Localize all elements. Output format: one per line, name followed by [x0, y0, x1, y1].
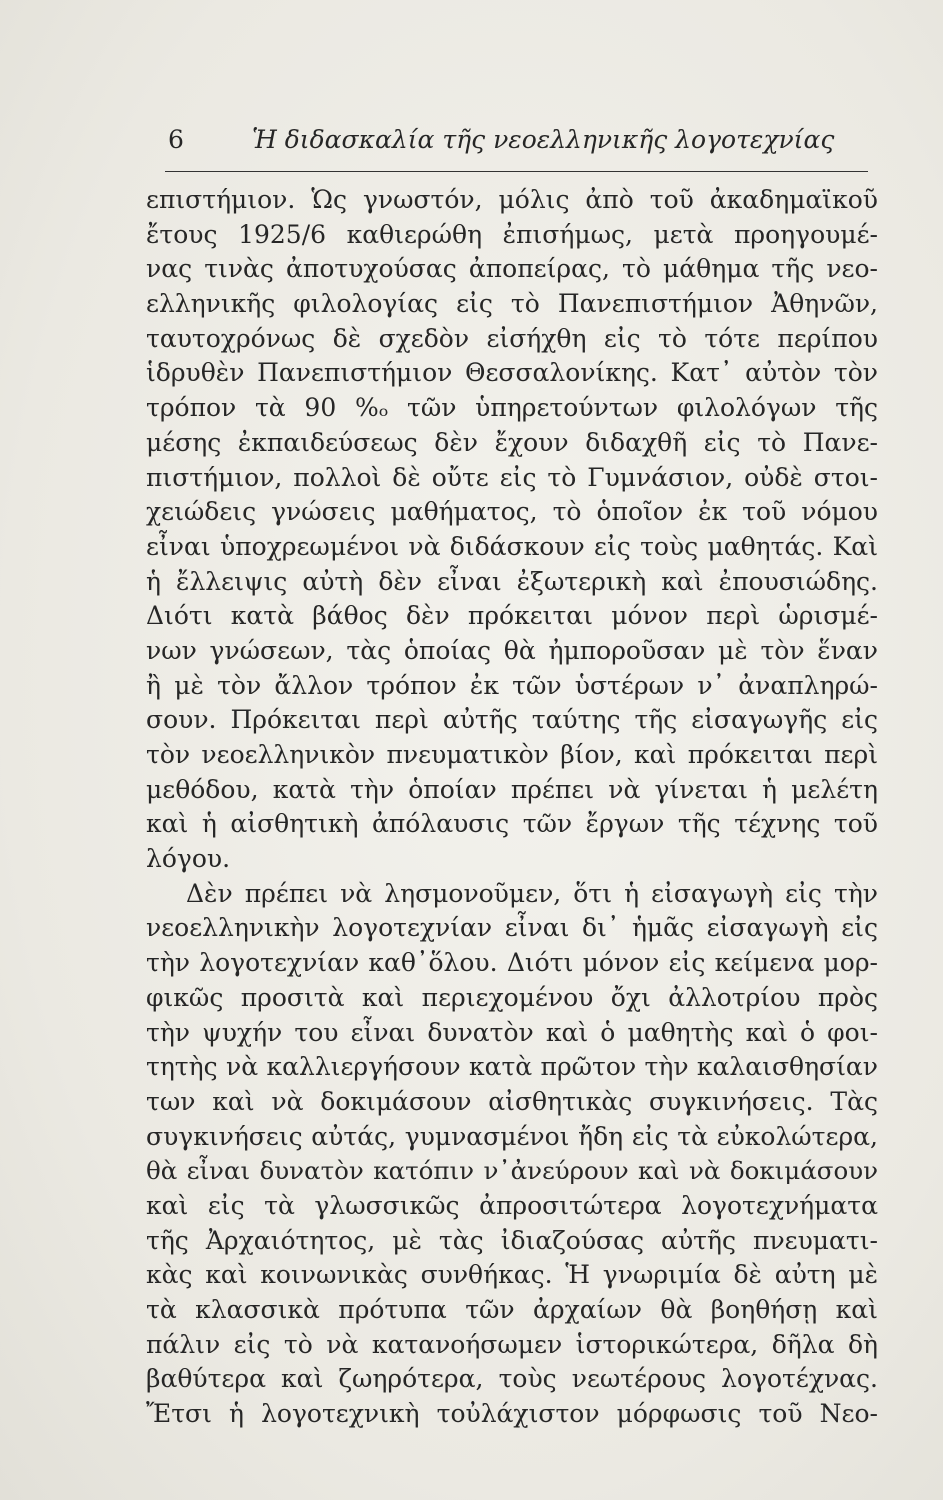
page-number: 6	[168, 125, 184, 154]
text-line: νας τινὰς ἀποτυχούσας ἀποπείρας, τὸ μάθημα τῆς νεο-	[146, 254, 878, 284]
text-line: λόγου.	[146, 844, 231, 874]
text-line: συγκινήσεις αὐτάς, γυμνασμένοι ἤδη εἰς τὰ εὐκολώτερα,	[146, 1121, 878, 1151]
text-line: πάλιν εἰς τὸ νὰ κατανοήσωμεν ἱστορικώτερα, δῆλα δὴ	[146, 1329, 878, 1359]
text-line: θὰ εἶναι δυνατὸν κατόπιν ν᾽ἀνεύρουν καὶ νὰ δοκιμάσουν	[146, 1156, 878, 1186]
text-line: Ἔτσι ἡ λογοτεχνικὴ τοὐλάχιστον μόρφωσις τοῦ Νεο-	[146, 1399, 878, 1429]
text-line: εἶναι ὑποχρεωμένοι νὰ διδάσκουν εἰς τοὺς μαθητάς. Καὶ	[146, 531, 878, 561]
text-line: μεθόδου, κατὰ τὴν ὁποίαν πρέπει νὰ γίνεται ἡ μελέτη	[146, 774, 878, 804]
body-text	[146, 183, 878, 1432]
text-line: Διότι κατὰ βάθος δὲν πρόκειται μόνον περὶ ὡρισμέ-	[146, 601, 878, 631]
page-header	[168, 120, 868, 160]
text-line: ἱδρυθὲν Πανεπιστήμιον Θεσσαλονίκης. Κατ᾽ αὐτὸν τὸν	[146, 358, 878, 388]
text-line: τρόπον τὰ 90 %ₒ τῶν ὑπηρετούντων φιλολόγων τῆς	[146, 393, 878, 423]
text-line: τὴν ψυχήν του εἶναι δυνατὸν καὶ ὁ μαθητὴς καὶ ὁ φοι-	[146, 1017, 878, 1047]
text-line: ἢ μὲ τὸν ἄλλον τρόπον ἐκ τῶν ὑστέρων ν᾽ ἀναπληρώ-	[146, 670, 878, 700]
text-line: τὸν νεοελληνικὸν πνευματικὸν βίον, καὶ πρόκειται περὶ	[146, 740, 878, 769]
text-line: πιστήμιον, πολλοὶ δὲ οὔτε εἰς τὸ Γυμνάσιον, οὐδὲ στοι-	[146, 462, 878, 492]
text-line: καὶ ἡ αἰσθητικὴ ἀπόλαυσις τῶν ἔργων τῆς τέχνης τοῦ	[146, 809, 878, 839]
text-line: κὰς καὶ κοινωνικὰς συνθήκας. Ἡ γνωριμία δὲ αὐτη μὲ	[146, 1260, 878, 1290]
text-line: νων γνώσεων, τὰς ὁποίας θὰ ἠμποροῦσαν μὲ τὸν ἕναν	[146, 635, 878, 665]
text-line: σουν. Πρόκειται περὶ αὐτῆς ταύτης τῆς εἰσαγωγῆς εἰς	[146, 705, 878, 735]
text-line: τῆς Ἀρχαιότητος, μὲ τὰς ἰδιαζούσας αὐτῆς πνευματι-	[146, 1225, 878, 1255]
running-title: Ἡ διδασκαλία τῆς νεοελληνικῆς λογοτεχνίας	[252, 125, 835, 154]
header-rule	[165, 171, 868, 172]
text-line: των καὶ νὰ δοκιμάσουν αἰσθητικὰς συγκινήσεις. Τὰς	[146, 1086, 878, 1116]
text-line: ἔτους 1925/6 καθιερώθη ἐπισήμως, μετὰ προηγουμέ-	[146, 219, 878, 249]
text-line: τὴν λογοτεχνίαν καθ᾽ὅλου. Διότι μόνον εἰς κείμενα μορ-	[146, 948, 878, 978]
text-line: βαθύτερα καὶ ζωηρότερα, τοὺς νεωτέρους λογοτέχνας.	[146, 1364, 878, 1394]
text-line: Δὲν πρέπει νὰ λησμονοῦμεν, ὅτι ἡ εἰσαγωγὴ εἰς τὴν	[186, 878, 878, 908]
text-line: φικῶς προσιτὰ καὶ περιεχομένου ὄχι ἀλλοτρίου πρὸς	[146, 982, 878, 1012]
text-line: επιστήμιον. Ὡς γνωστόν, μόλις ἀπὸ τοῦ ἀκαδημαϊκοῦ	[146, 185, 878, 214]
text-line: ἡ ἔλλειψις αὐτὴ δὲν εἶναι ἐξωτερικὴ καὶ ἐπουσιώδης.	[146, 566, 878, 596]
text-line: νεοελληνικὴν λογοτεχνίαν εἶναι δι᾽ ἡμᾶς εἰσαγωγὴ εἰς	[146, 913, 878, 943]
text-line: ελληνικῆς φιλολογίας εἰς τὸ Πανεπιστήμιον Ἀθηνῶν,	[146, 289, 878, 319]
text-line: τὰ κλασσικὰ πρότυπα τῶν ἀρχαίων θὰ βοηθήσῃ καὶ	[146, 1295, 878, 1324]
text-line: χειώδεις γνώσεις μαθήματος, τὸ ὁποῖον ἐκ τοῦ νόμου	[146, 497, 878, 527]
text-line: ταυτοχρόνως δὲ σχεδὸν εἰσήχθη εἰς τὸ τότε περίπου	[146, 323, 878, 353]
text-line: καὶ εἰς τὰ γλωσσικῶς ἀπροσιτώτερα λογοτεχνήματα	[146, 1190, 878, 1220]
text-line: τητὴς νὰ καλλιεργήσουν κατὰ πρῶτον τὴν καλαισθησίαν	[146, 1052, 878, 1082]
text-line: μέσης ἐκπαιδεύσεως δὲν ἔχουν διδαχθῆ εἰς τὸ Πανε-	[146, 427, 878, 457]
